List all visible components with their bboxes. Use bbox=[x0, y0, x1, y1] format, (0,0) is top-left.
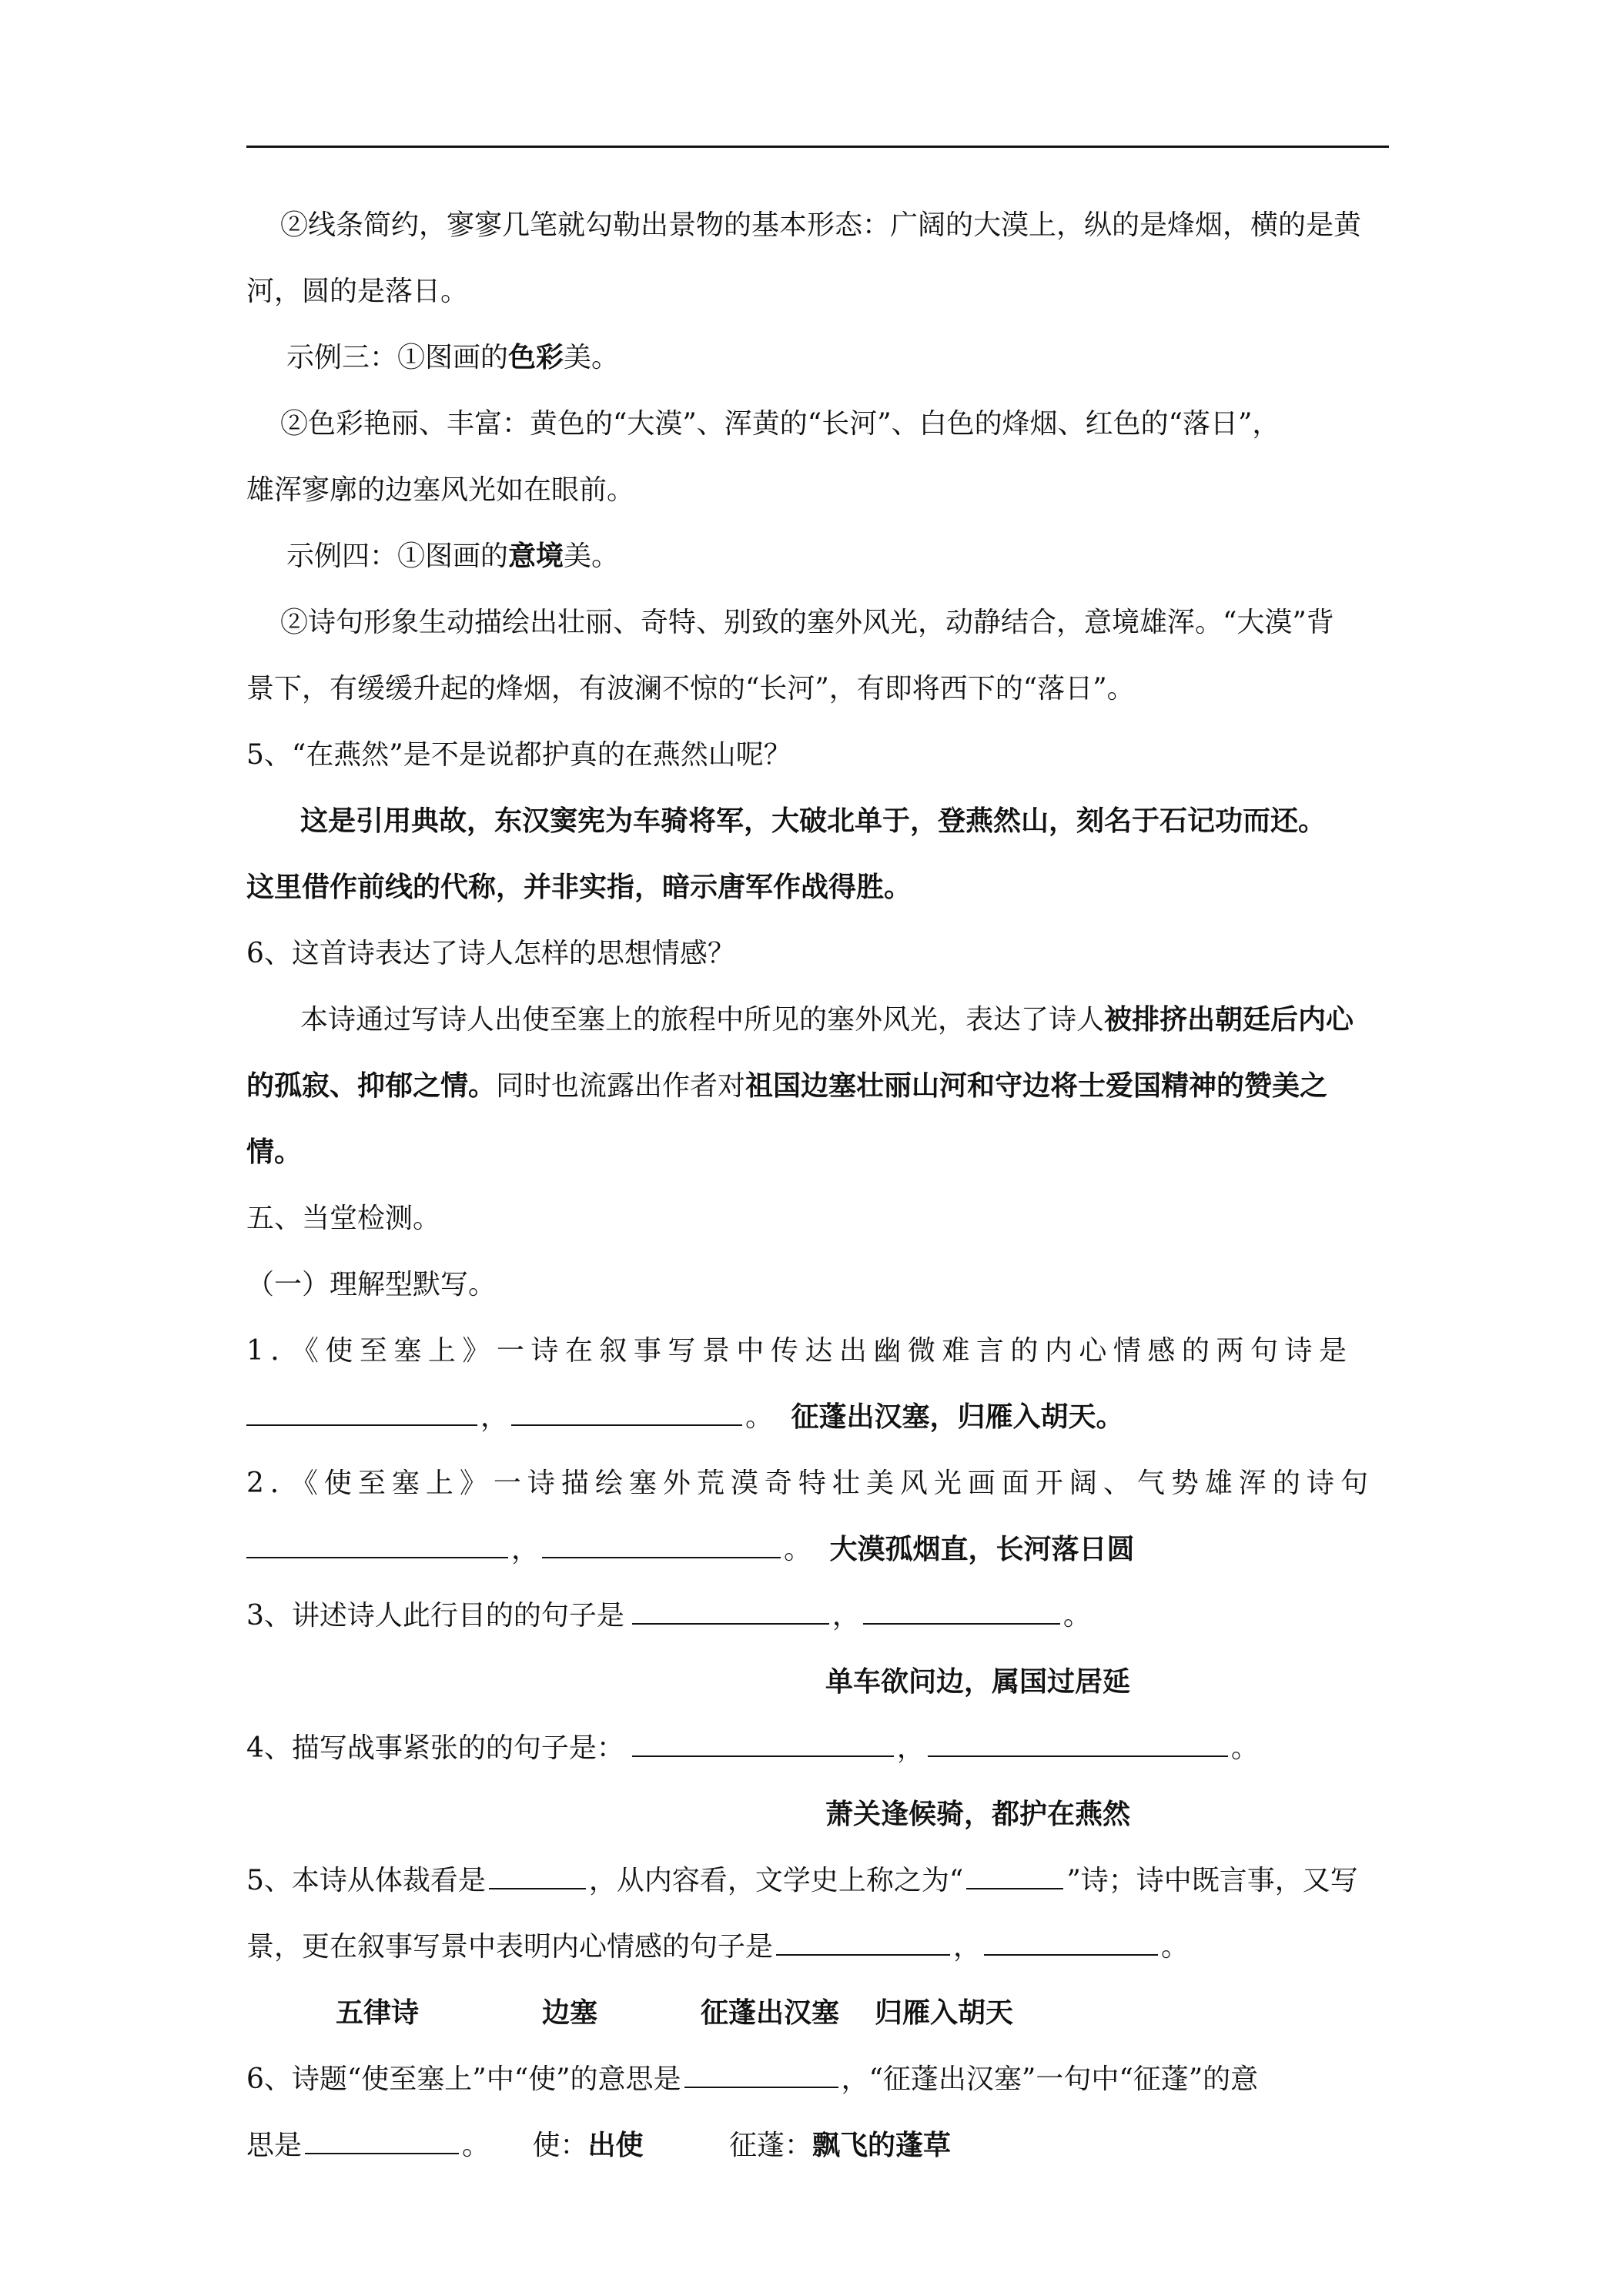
test-question-5-cont bbox=[246, 1914, 1390, 1980]
text: ， bbox=[896, 1732, 925, 1764]
test-question-5 bbox=[246, 1848, 1390, 1914]
paragraph-line bbox=[246, 391, 1390, 457]
paragraph-line bbox=[246, 457, 1390, 524]
text: 景，更在叙事写景中表明内心情感的句子是 bbox=[246, 1931, 774, 1963]
answer-5-line bbox=[246, 788, 1390, 855]
text: 。 bbox=[1230, 1732, 1259, 1764]
text: ， bbox=[953, 1931, 982, 1963]
text: 6、诗题“使至塞上”中“使”的意思是 bbox=[246, 2063, 681, 2095]
text: 。 bbox=[1062, 1600, 1091, 1632]
text: 思是 bbox=[246, 2130, 303, 2161]
emphasis: 色彩 bbox=[508, 342, 564, 373]
test-question-2-blanks bbox=[246, 1517, 1390, 1583]
paragraph-line bbox=[246, 325, 1390, 391]
text: ”诗；诗中既言事，又写 bbox=[1066, 1865, 1358, 1896]
text: ，“征蓬出汉塞”一句中“征蓬”的意 bbox=[841, 2063, 1259, 2095]
test-question-6 bbox=[246, 2047, 1390, 2113]
answer-text: 归雁入胡天 bbox=[875, 1997, 1014, 2029]
text: 。 bbox=[784, 1534, 812, 1565]
answer-blank[interactable] bbox=[632, 1731, 894, 1757]
test-question-1-blanks bbox=[246, 1384, 1390, 1451]
answer-text: 五律诗 bbox=[336, 1997, 420, 2029]
text: 美。 bbox=[564, 541, 620, 572]
emphasis: 的孤寂、抑郁之情。 bbox=[246, 1070, 497, 1102]
text: 征蓬： bbox=[728, 2130, 812, 2161]
answer-6-line bbox=[246, 1120, 1390, 1186]
text: 5、“在燕然”是不是说都护真的在燕然山呢？ bbox=[246, 739, 791, 771]
answer-text: 萧关逢候骑，都护在燕然 bbox=[825, 1799, 1131, 1830]
text: 4、描写战事紧张的的句子是： bbox=[246, 1732, 624, 1764]
question-5 bbox=[246, 722, 1390, 788]
answer-text: 大漠孤烟直，长河落日圆 bbox=[829, 1534, 1135, 1565]
text: ②线条简约，寥寥几笔就勾勒出景物的基本形态：广阔的大漠上，纵的是烽烟，横的是黄 bbox=[280, 209, 1362, 241]
answer-text: 出使 bbox=[587, 2130, 644, 2161]
answer-text: 飘飞的蓬草 bbox=[812, 2130, 951, 2161]
answer-blank[interactable] bbox=[928, 1731, 1228, 1757]
text: ， bbox=[511, 1534, 540, 1565]
paragraph-line bbox=[246, 524, 1390, 590]
text: ②诗句形象生动描绘出壮丽、奇特、别致的塞外风光，动静结合，意境雄浑。“大漠”背 bbox=[280, 607, 1334, 638]
emphasis: 情。 bbox=[246, 1136, 303, 1168]
answer-blank[interactable] bbox=[776, 1930, 950, 1956]
answer-blank[interactable] bbox=[246, 1532, 508, 1558]
text: 美。 bbox=[564, 342, 620, 373]
paragraph-line bbox=[246, 590, 1390, 656]
answer-blank[interactable] bbox=[511, 1400, 742, 1426]
text: 景下，有缓缓升起的烽烟，有波澜不惊的“长河”，有即将西下的“落日”。 bbox=[246, 673, 1135, 705]
text: 。 bbox=[745, 1401, 774, 1433]
text: 本诗通过写诗人出使至塞上的旅程中所见的塞外风光，表达了诗人 bbox=[300, 1004, 1105, 1036]
answer-blank[interactable] bbox=[863, 1598, 1060, 1625]
text: 五、当堂检测。 bbox=[246, 1203, 441, 1234]
test-question-4-answer bbox=[246, 1782, 1390, 1848]
answer-blank[interactable] bbox=[489, 1863, 586, 1889]
answer-blank[interactable] bbox=[684, 2062, 838, 2088]
test-question-6-cont bbox=[246, 2113, 1390, 2179]
answer-text: 边塞 bbox=[542, 1997, 598, 2029]
text: 1．《使至塞上》一诗在叙事写景中传达出幽微难言的内心情感的两句诗是 bbox=[246, 1335, 1354, 1367]
answer-text: 单车欲问边，属国过居延 bbox=[825, 1666, 1131, 1698]
answer-5-line bbox=[246, 855, 1390, 921]
answer-text: 征蓬出汉塞 bbox=[701, 1997, 840, 2029]
answer-text: 征蓬出汉塞，归雁入胡天。 bbox=[791, 1401, 1124, 1433]
text: 示例三：①图画的 bbox=[286, 342, 509, 373]
answer-blank[interactable] bbox=[542, 1532, 781, 1558]
emphasis: 被排挤出朝廷后内心 bbox=[1104, 1004, 1354, 1036]
text: 示例四：①图画的 bbox=[286, 541, 509, 572]
paragraph-line bbox=[246, 656, 1390, 722]
test-question-4 bbox=[246, 1715, 1390, 1782]
text: 3、讲述诗人此行目的的句子是 bbox=[246, 1600, 624, 1632]
subsection-heading bbox=[246, 1252, 1390, 1318]
text: ， bbox=[480, 1401, 509, 1433]
text: ，从内容看，文学史上称之为“ bbox=[588, 1865, 964, 1896]
text: 。 bbox=[1161, 1931, 1190, 1963]
answer-blank[interactable] bbox=[632, 1598, 829, 1625]
text: 2．《使至塞上》一诗描绘塞外荒漠奇特壮美风光画面开阔、气势雄浑的诗句 bbox=[246, 1468, 1374, 1499]
answer-6-line bbox=[246, 1053, 1390, 1120]
text: 同时也流露出作者对 bbox=[496, 1070, 746, 1102]
test-question-3 bbox=[246, 1583, 1390, 1649]
header-rule bbox=[246, 146, 1389, 148]
emphasis: 意境 bbox=[508, 541, 564, 572]
answer-blank[interactable] bbox=[966, 1863, 1063, 1889]
test-question-3-answer bbox=[246, 1649, 1390, 1715]
text: 。 bbox=[462, 2130, 490, 2161]
answer-blank[interactable] bbox=[246, 1400, 477, 1426]
paragraph-line bbox=[246, 259, 1390, 325]
answer-text: 这里借作前线的代称，并非实指，暗示唐军作战得胜。 bbox=[246, 872, 912, 903]
text: 6、这首诗表达了诗人怎样的思想情感？ bbox=[246, 938, 735, 969]
text: 5、本诗从体裁看是 bbox=[246, 1865, 486, 1896]
section-heading bbox=[246, 1186, 1390, 1252]
text: ， bbox=[832, 1600, 860, 1632]
emphasis: 祖国边塞壮丽山河和守边将士爱国精神的赞美之 bbox=[745, 1070, 1328, 1102]
answer-blank[interactable] bbox=[305, 2128, 459, 2154]
text: 雄浑寥廓的边塞风光如在眼前。 bbox=[246, 474, 635, 506]
test-question-2 bbox=[246, 1451, 1390, 1517]
text: 使： bbox=[532, 2130, 588, 2161]
answer-blank[interactable] bbox=[984, 1930, 1158, 1956]
text: （一）理解型默写。 bbox=[246, 1269, 497, 1300]
text: 河，圆的是落日。 bbox=[246, 276, 469, 307]
answer-6-line bbox=[246, 987, 1390, 1053]
question-6 bbox=[246, 921, 1390, 987]
text: ②色彩艳丽、丰富：黄色的“大漠”、浑黄的“长河”、白色的烽烟、红色的“落日”， bbox=[280, 408, 1280, 440]
document-body bbox=[246, 192, 1390, 2179]
paragraph-line bbox=[246, 192, 1390, 259]
test-question-5-answer bbox=[246, 1980, 1390, 2047]
answer-text: 这是引用典故，东汉窦宪为车骑将军，大破北单于，登燕然山，刻名于石记功而还。 bbox=[300, 805, 1327, 837]
test-question-1 bbox=[246, 1318, 1390, 1384]
